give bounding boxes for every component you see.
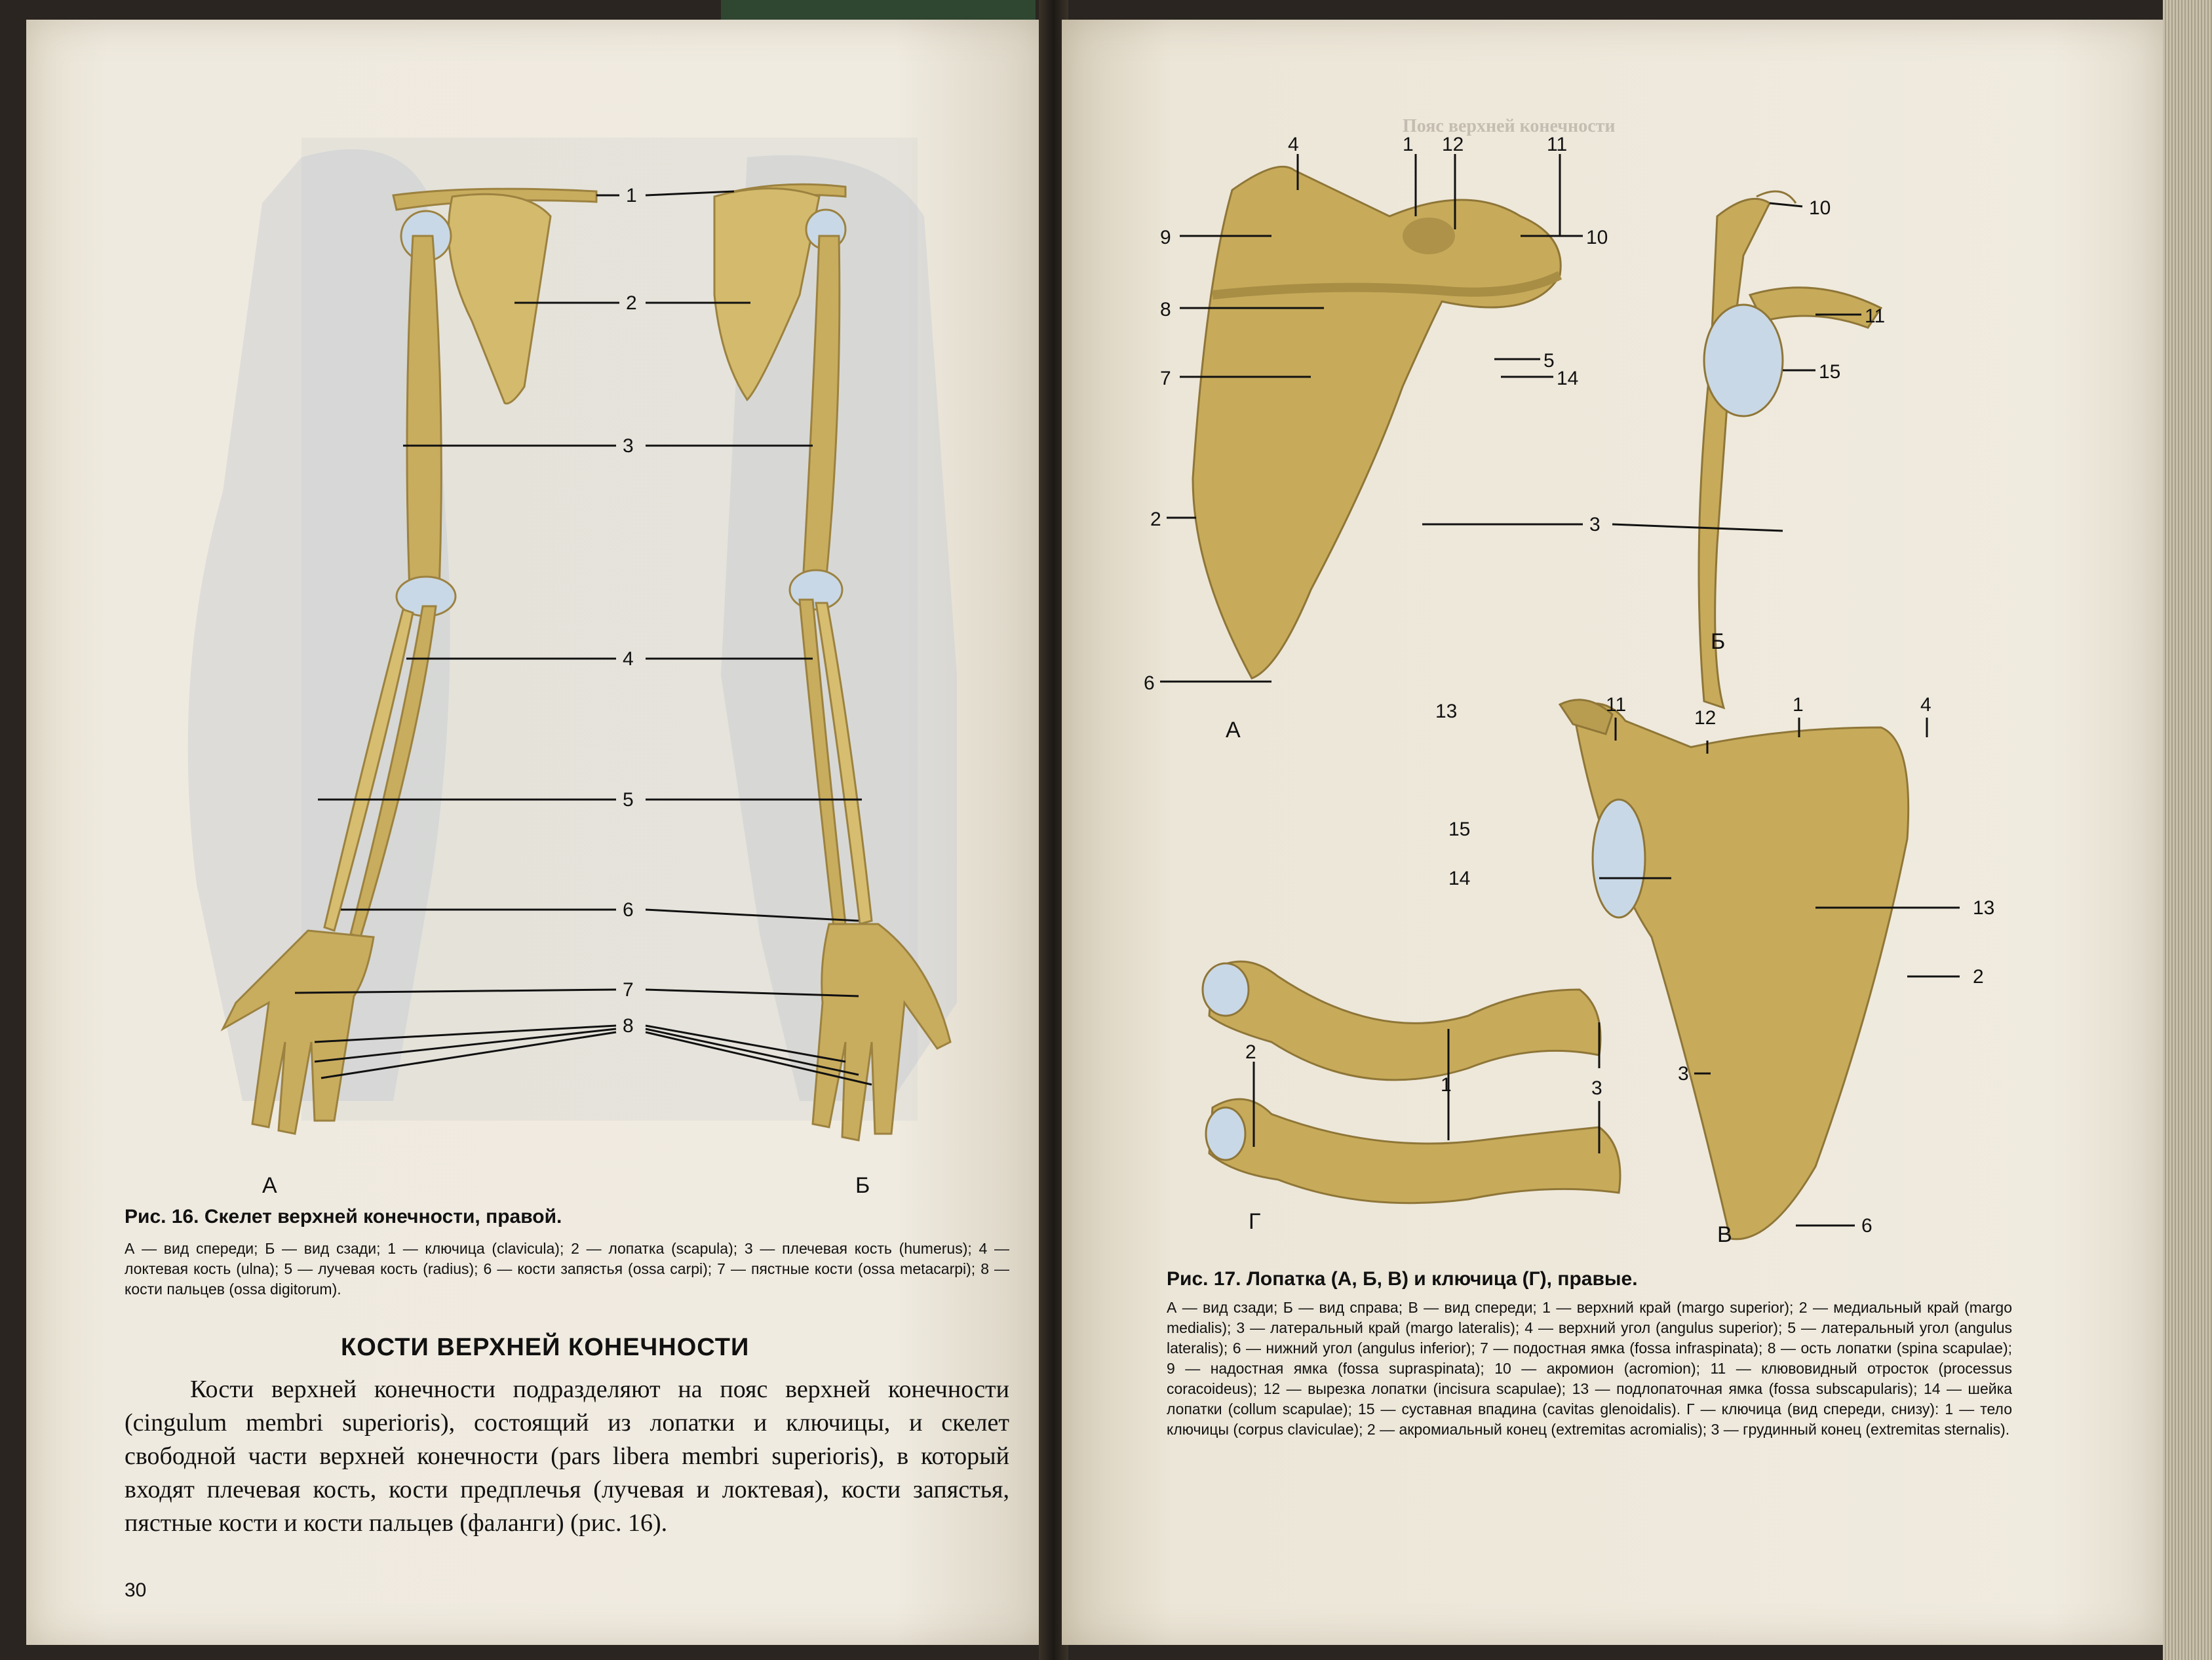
fig17-g-label: 3: [1591, 1077, 1602, 1099]
figure-17-caption-title: Рис. 17. Лопатка (А, Б, В) и ключица (Г), правые.: [1167, 1268, 1638, 1290]
fig17-a-label: 9: [1160, 227, 1171, 248]
fig17-v-label: 13: [1973, 897, 1995, 919]
fig17-b-label: 11: [1865, 305, 1886, 327]
left-page: [26, 20, 1049, 1645]
fig17-a-label: 8: [1160, 299, 1171, 320]
fig17-a-label: 4: [1288, 134, 1299, 155]
fig16-label: 5: [623, 789, 634, 811]
fig17-g-label: 1: [1441, 1074, 1452, 1096]
right-page: [1062, 20, 2163, 1645]
fig17-a-label: 1: [1403, 134, 1414, 155]
figure-16-caption-title: Рис. 16. Скелет верхней конечности, правой.: [125, 1206, 562, 1227]
fig16-label: 4: [623, 648, 634, 670]
page-number-left: 30: [125, 1579, 147, 1601]
fig16-label: 8: [623, 1015, 634, 1037]
figure-17-illustration: [1062, 20, 2163, 1252]
fig17-v-label: 1: [1793, 694, 1804, 716]
fig16-letter-a: А: [262, 1173, 277, 1198]
fig17-v-label: 12: [1694, 707, 1717, 729]
fig16-letter-b: Б: [855, 1173, 870, 1198]
fig17-v-label: 3: [1678, 1063, 1689, 1085]
fig17-a-label: 7: [1160, 368, 1171, 389]
body-paragraph: Кости верхней конечности подразделяют на пояс верхней конечности (cingulum membri superioris), состоящий из лопатки и ключицы, и скелет свободной части верхней конечности (pars libera membri superioris), в который входят плечевая кость, кости предплечья (лучевая и локтевая), кости запястья, пястные кости и кости пальцев (фаланги) (рис. 16).: [125, 1376, 1009, 1537]
fig17-g-label: 2: [1245, 1041, 1256, 1063]
fig17-v-label: 14: [1448, 868, 1471, 889]
fig17-a-label: 5: [1543, 350, 1555, 372]
fig17-a-label: 3: [1589, 514, 1601, 535]
fig16-label: 6: [623, 899, 634, 921]
fig17-v-label: 4: [1920, 694, 1931, 716]
fig17-a-label: 14: [1557, 368, 1579, 389]
fig17-v-label: 15: [1448, 819, 1471, 840]
figure-17-caption-body: А — вид сзади; Б — вид справа; В — вид спереди; 1 — верхний край (margo superior); 2 — медиальный край (margo medialis); 3 — латеральный край (margo lateralis); 4 — верхний угол (angulus superior); 5 — латеральный угол (angulus lateralis); 6 — нижний угол (angulus inferior); 7 — подостная ямка (fossa infraspinata); 8 — ость лопатки (spina scapulae); 9 — надостная ямка (fossa supraspinata); 10 — акромион (acromion); 11 — клювовидный отросток (processus coracoideus); 12 — вырезка лопатки (incisura scapulae); 13 — подлопаточная ямка (fossa subscapularis); 14 — шейка лопатки (collum scapulae); 15 — суставная впадина (cavitas glenoidalis). Г — ключица (вид спереди, снизу): 1 — тело ключицы (corpus claviculae); 2 — акромиальный конец (extremitas acromialis); 3 — грудинный конец (extremitas sternalis).: [1167, 1299, 2012, 1438]
page-stack-edge: [2163, 0, 2212, 1660]
fig17-a-label: 10: [1586, 227, 1608, 248]
glenoid-v: [1593, 800, 1645, 917]
glenoid-b: [1704, 305, 1783, 416]
fig17-v-label: 13: [1435, 701, 1458, 722]
fig17-v-label: 6: [1861, 1215, 1872, 1237]
clavicula-g: [1203, 961, 1620, 1203]
fig16-label: 3: [623, 435, 634, 457]
fig16-label: 7: [623, 979, 634, 1001]
fig17-letter-b: Б: [1711, 629, 1726, 654]
fig17-letter-v: В: [1717, 1222, 1732, 1247]
humerus-a: [407, 236, 441, 593]
fig17-v-label: 2: [1973, 966, 1984, 988]
figure-16-illustration: [26, 20, 1049, 1212]
fig17-letter-g: Г: [1249, 1209, 1261, 1234]
fig16-label: 1: [626, 185, 637, 206]
fig17-a-label: 11: [1547, 134, 1568, 155]
fig17-v-label: 11: [1606, 694, 1627, 716]
fig17-a-label: 2: [1150, 509, 1161, 530]
bleed-through-header: Пояс верхней конечности: [1403, 116, 1616, 136]
fig17-letter-a: А: [1226, 718, 1241, 743]
fig17-b-label: 15: [1819, 361, 1841, 383]
figure-16-caption-body: А — вид спереди; Б — вид сзади; 1 — ключица (clavicula); 2 — лопатка (scapula); 3 — плечевая кость (humerus); 4 — локтевая кость (ulna); 5 — лучевая кость (radius); 6 — кости запястья (ossa carpi); 7 — пястные кости (ossa metacarpi); 8 — кости пальцев (ossa digitorum).: [125, 1240, 1009, 1298]
scapula-lateral-b: [1699, 191, 1881, 708]
fig17-a-label: 12: [1442, 134, 1464, 155]
fig17-b-label: 10: [1809, 197, 1831, 219]
fig16-label: 2: [626, 292, 637, 314]
scapula-posterior-a: [1193, 166, 1561, 678]
section-heading: КОСТИ ВЕРХНЕЙ КОНЕЧНОСТИ: [341, 1334, 750, 1361]
fig17-a-label: 6: [1144, 672, 1155, 694]
